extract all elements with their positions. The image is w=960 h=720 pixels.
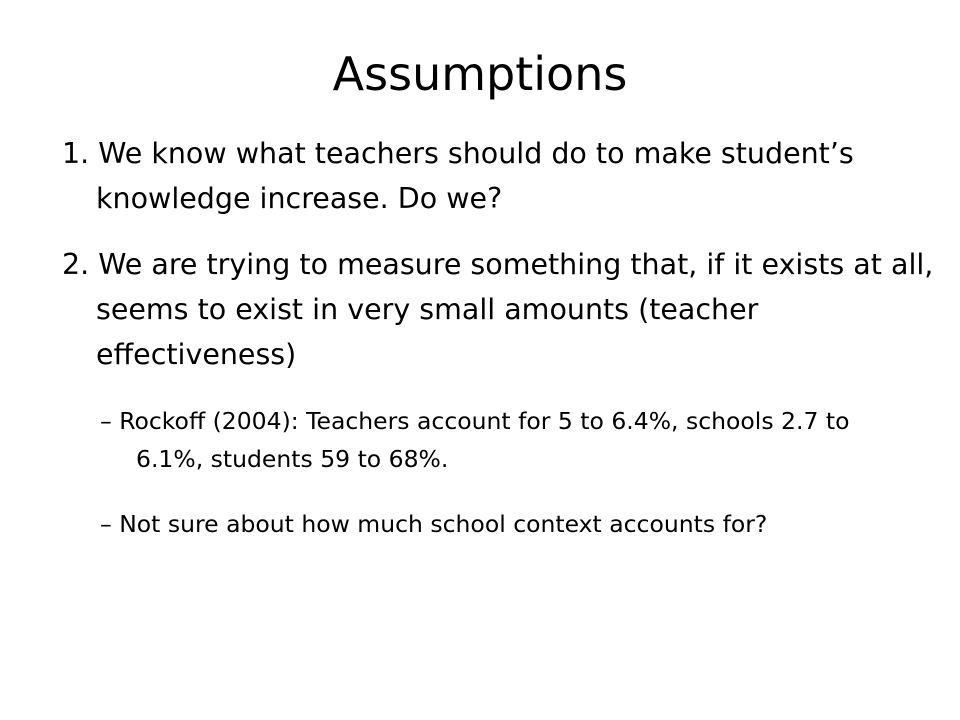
slide-title: Assumptions (332, 47, 628, 101)
numbered-point-1: 1. We know what teachers should do to make student’s knowledge increase. Do we? (62, 137, 854, 215)
numbered-point-2: 2. We are trying to measure something that, if it exists at all, seems to exist in very small amounts (teacher effectiveness) (62, 248, 934, 371)
sub-bullet-2: – Not sure about how much school context accounts for? (100, 510, 768, 538)
sub-bullet-1: – Rockoff (2004): Teachers account for 5 to 6.4%, schools 2.7 to 6.1%, students 59 to 68%. (100, 407, 850, 473)
